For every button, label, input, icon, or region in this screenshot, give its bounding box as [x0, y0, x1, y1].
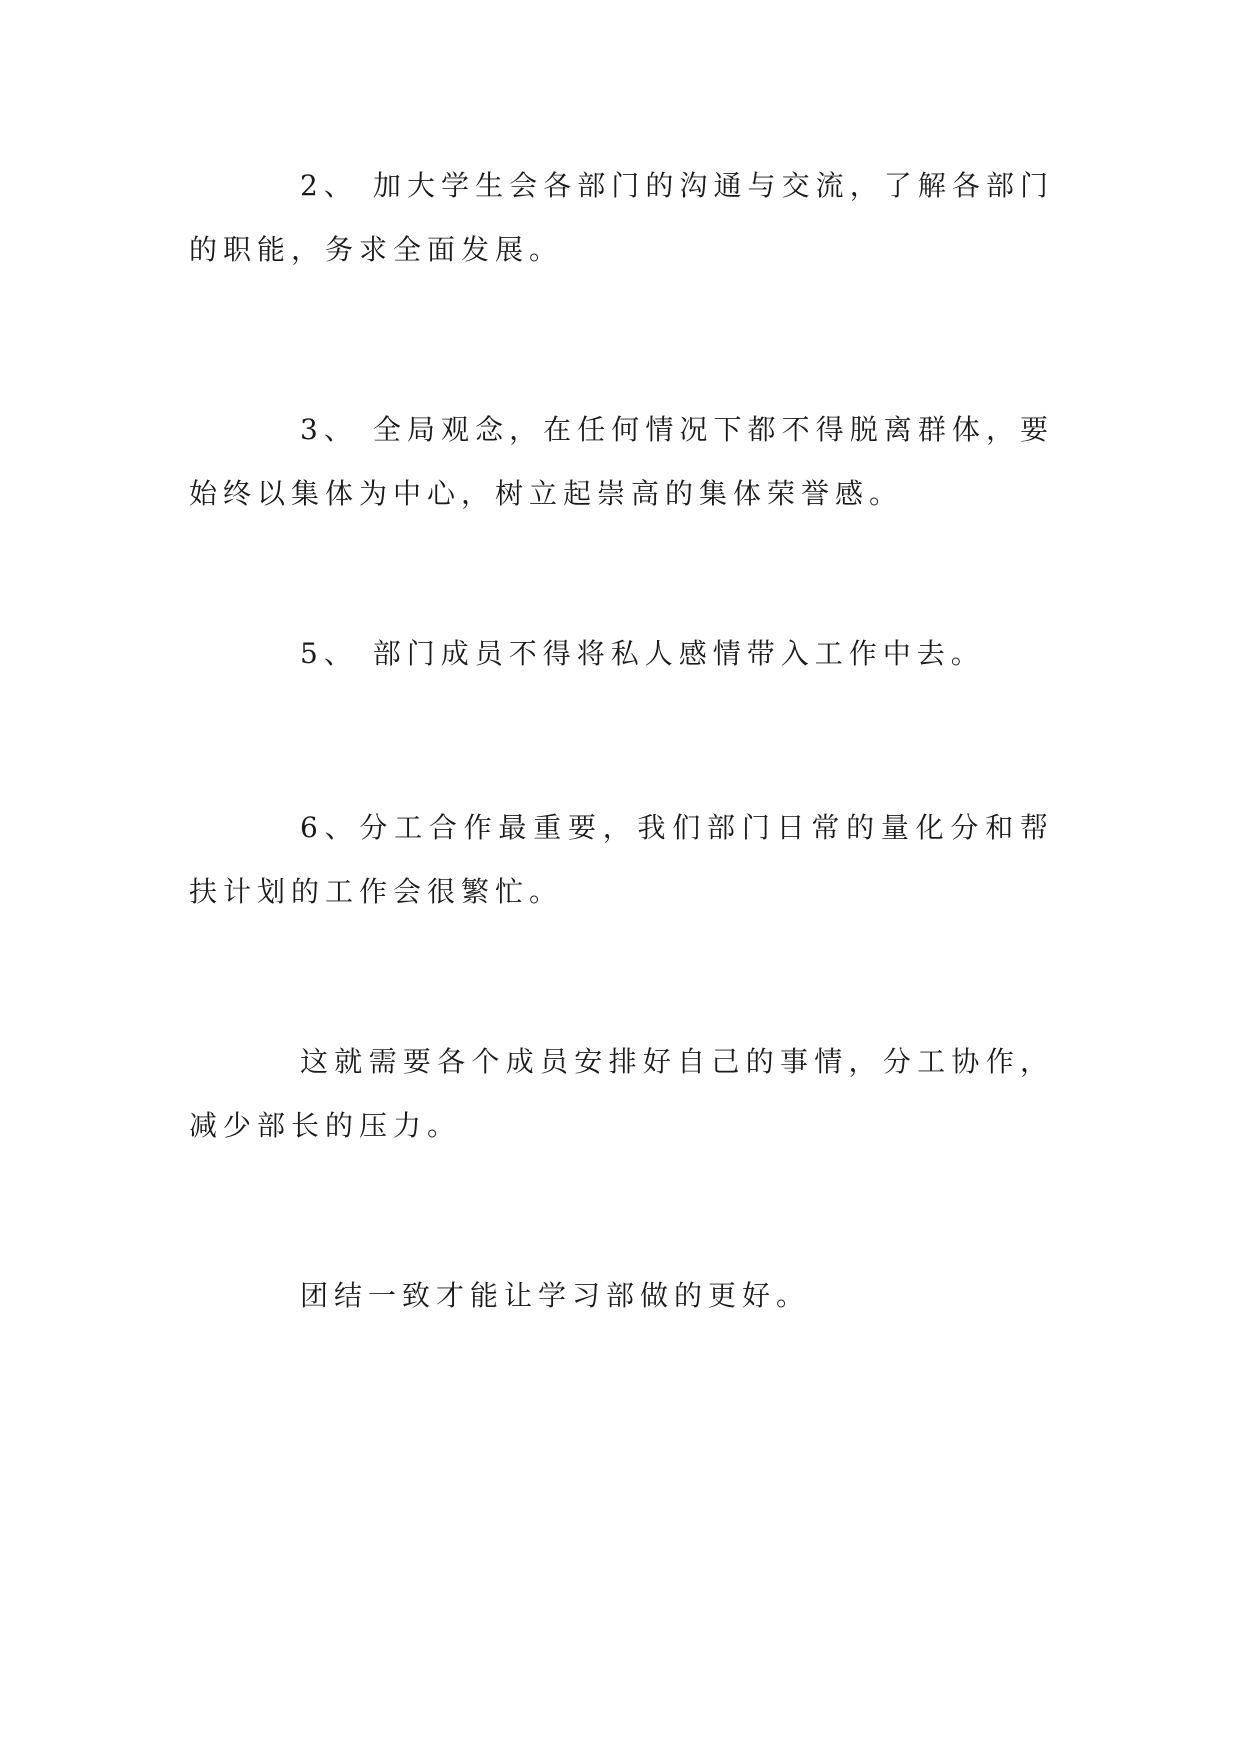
paragraph-arrangement: 这就需要各个成员安排好自己的事情，分工协作，减少部长的压力。 [189, 1045, 1054, 1142]
paragraph-item-2: 2、 加大学生会各部门的沟通与交流，了解各部门的职能，务求全面发展。 [189, 169, 1054, 266]
paragraph-item-5: 5、 部门成员不得将私人感情带入工作中去。 [300, 637, 985, 670]
paragraph-item-3: 3、 全局观念，在任何情况下都不得脱离群体，要始终以集体为中心，树立起崇高的集体荣誉感。 [189, 413, 1054, 510]
paragraph-item-6: 6、分工合作最重要，我们部门日常的量化分和帮扶计划的工作会很繁忙。 [189, 811, 1054, 908]
paragraph-conclusion: 团结一致才能让学习部做的更好。 [300, 1279, 811, 1312]
